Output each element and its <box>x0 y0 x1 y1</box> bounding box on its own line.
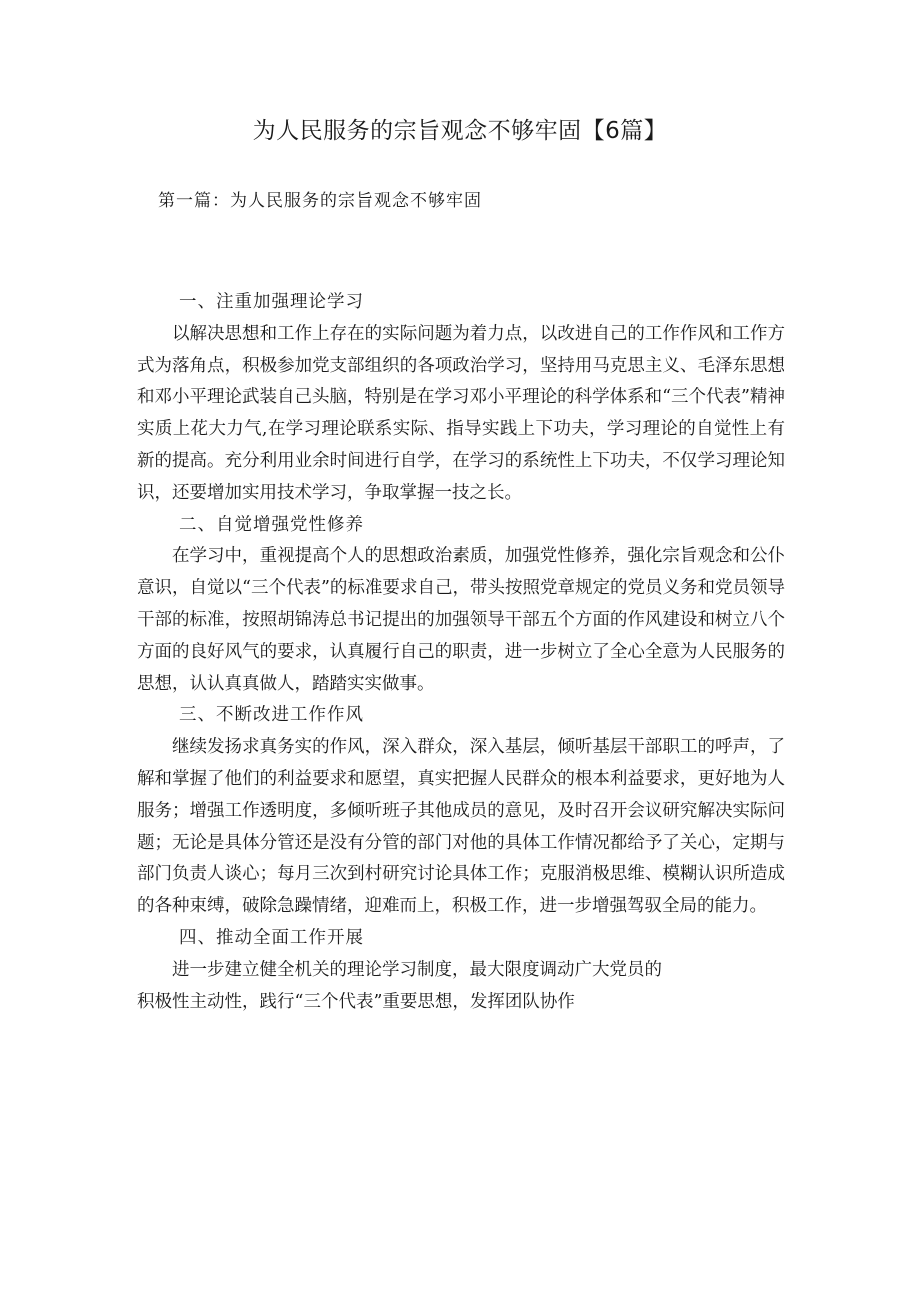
section-paragraph: 继续发扬求真务实的作风，深入群众，深入基层，倾听基层干部职工的呼声，了解和掌握了他们的利益要求和愿望，真实把握人民群众的根本利益要求，更好地为人服务；增强工作透明度，多倾听班子其他成员的意见，及时召开会议研究解决实际问题；无论是具体分管还是没有分管的部门对他的具体工作情况都给予了关心，定期与部门负责人谈心；每月三次到村研究讨论具体工作；克服消极思维、模糊认识所造成的各种束缚，破除急躁情绪，迎难而上，积极工作，进一步增强驾驭全局的能力。 <box>137 737 785 917</box>
document-body <box>137 287 785 1018</box>
section-paragraph: 以解决思想和工作上存在的实际问题为着力点，以改进自己的工作作风和工作方式为落角点，积极参加党支部组织的各项政治学习，坚持用马克思主义、毛泽东思想和邓小平理论武装自己头脑，特别是在学习邓小平理论的科学体系和“三个代表”精神实质上花大力气,在学习理论联系实际、指导实践上下功夫，学习理论的自觉性上有新的提高。充分利用业余时间进行自学，在学习的系统性上下功夫，不仅学习理论知识，还要增加实用技术学习，争取掌握一技之长。 <box>137 323 785 503</box>
document-title: 为人民服务的宗旨观念不够牢固【6篇】 <box>252 118 668 144</box>
paragraph-line: 积极性主动性，践行“三个代表”重要思想，发挥团队协作 <box>137 991 575 1012</box>
section-paragraph: 在学习中，重视提高个人的思想政治素质，加强党性修养，强化宗旨观念和公仆意识，自觉以“三个代表”的标准要求自己，带头按照党章规定的党员义务和党员领导干部的标准，按照胡锦涛总书记提出的加强领导干部五个方面的作风建设和树立八个方面的良好风气的要求，认真履行自己的职责，进一步树立了全心全意为人民服务的思想，认认真真做人，踏踏实实做事。 <box>137 546 785 694</box>
paragraph-line: 进一步建立健全机关的理论学习制度，最大限度调动广大党员的 <box>172 959 662 980</box>
section-heading: 三、不断改进工作作风 <box>179 705 364 726</box>
section-heading: 二、自觉增强党性修养 <box>179 514 364 535</box>
section-heading: 四、推动全面工作开展 <box>179 927 364 948</box>
section-heading: 一、注重加强理论学习 <box>179 292 364 312</box>
document-subtitle: 第一篇：为人民服务的宗旨观念不够牢固 <box>158 191 482 211</box>
